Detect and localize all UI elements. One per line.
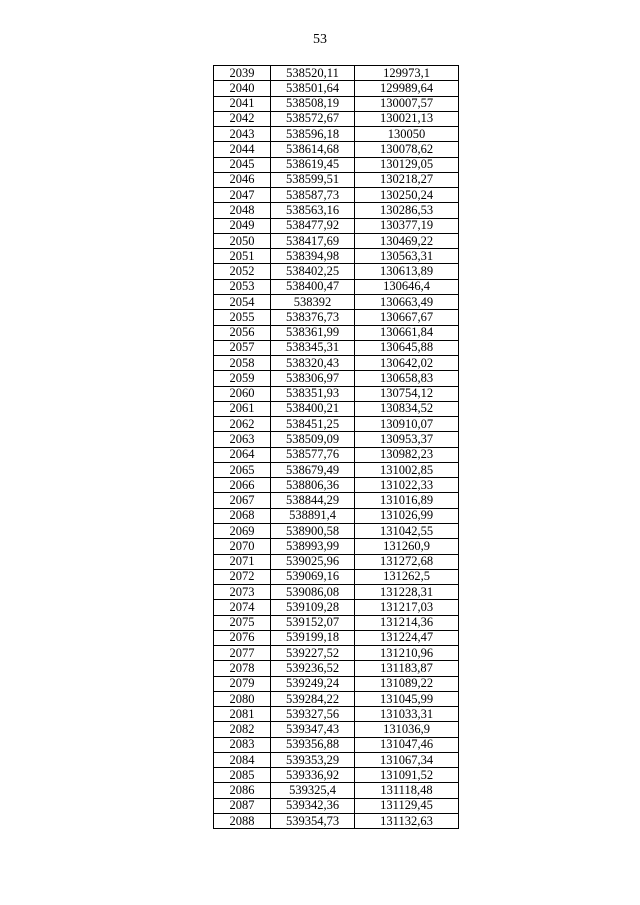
x-coordinate-cell: 538501,64 [271,81,355,96]
point-number-cell: 2039 [214,66,271,81]
y-coordinate-cell: 131026,99 [355,508,459,523]
table-row [214,615,459,630]
table-row [214,737,459,752]
point-number-cell: 2069 [214,523,271,538]
x-coordinate-cell: 539342,36 [271,798,355,813]
point-number-cell: 2080 [214,691,271,706]
table-row [214,310,459,325]
y-coordinate-cell: 130658,83 [355,371,459,386]
point-number-cell: 2054 [214,294,271,309]
x-coordinate-cell: 538320,43 [271,356,355,371]
point-number-cell: 2061 [214,401,271,416]
point-number-cell: 2052 [214,264,271,279]
point-number-cell: 2060 [214,386,271,401]
x-coordinate-cell: 539353,29 [271,752,355,767]
y-coordinate-cell: 129989,64 [355,81,459,96]
x-coordinate-cell: 538520,11 [271,66,355,81]
point-number-cell: 2073 [214,585,271,600]
x-coordinate-cell: 538619,45 [271,157,355,172]
x-coordinate-cell: 538596,18 [271,127,355,142]
table-row [214,157,459,172]
table-row [214,66,459,81]
x-coordinate-cell: 538477,92 [271,218,355,233]
y-coordinate-cell: 131228,31 [355,585,459,600]
x-coordinate-cell: 538402,25 [271,264,355,279]
y-coordinate-cell: 130218,27 [355,172,459,187]
table-row [214,111,459,126]
table-row [214,188,459,203]
point-number-cell: 2048 [214,203,271,218]
y-coordinate-cell: 130645,88 [355,340,459,355]
table-row [214,81,459,96]
point-number-cell: 2059 [214,371,271,386]
y-coordinate-cell: 130982,23 [355,447,459,462]
point-number-cell: 2074 [214,600,271,615]
point-number-cell: 2068 [214,508,271,523]
y-coordinate-cell: 131272,68 [355,554,459,569]
table-row [214,417,459,432]
point-number-cell: 2071 [214,554,271,569]
table-row [214,356,459,371]
table-row [214,371,459,386]
point-number-cell: 2065 [214,462,271,477]
point-number-cell: 2049 [214,218,271,233]
table-row [214,707,459,722]
point-number-cell: 2078 [214,661,271,676]
point-number-cell: 2085 [214,768,271,783]
x-coordinate-cell: 539199,18 [271,630,355,645]
x-coordinate-cell: 538361,99 [271,325,355,340]
x-coordinate-cell: 539236,52 [271,661,355,676]
point-number-cell: 2042 [214,111,271,126]
table-row [214,554,459,569]
y-coordinate-cell: 131214,36 [355,615,459,630]
y-coordinate-cell: 131042,55 [355,523,459,538]
x-coordinate-cell: 538400,21 [271,401,355,416]
table-row [214,814,459,829]
y-coordinate-cell: 131210,96 [355,646,459,661]
x-coordinate-cell: 538679,49 [271,462,355,477]
y-coordinate-cell: 130663,49 [355,294,459,309]
x-coordinate-cell: 538417,69 [271,233,355,248]
x-coordinate-cell: 538993,99 [271,539,355,554]
y-coordinate-cell: 131047,46 [355,737,459,752]
x-coordinate-cell: 538806,36 [271,478,355,493]
y-coordinate-cell: 129973,1 [355,66,459,81]
table-row [214,493,459,508]
point-number-cell: 2088 [214,814,271,829]
point-number-cell: 2082 [214,722,271,737]
point-number-cell: 2044 [214,142,271,157]
table-row [214,783,459,798]
table-row [214,539,459,554]
point-number-cell: 2043 [214,127,271,142]
table-row [214,798,459,813]
y-coordinate-cell: 130910,07 [355,417,459,432]
y-coordinate-cell: 131118,48 [355,783,459,798]
y-coordinate-cell: 130129,05 [355,157,459,172]
point-number-cell: 2070 [214,539,271,554]
y-coordinate-cell: 131217,03 [355,600,459,615]
table-row [214,203,459,218]
table-row [214,691,459,706]
x-coordinate-cell: 538451,25 [271,417,355,432]
table-row [214,249,459,264]
x-coordinate-cell: 538900,58 [271,523,355,538]
point-number-cell: 2072 [214,569,271,584]
x-coordinate-cell: 538376,73 [271,310,355,325]
x-coordinate-cell: 538392 [271,294,355,309]
point-number-cell: 2058 [214,356,271,371]
y-coordinate-cell: 130050 [355,127,459,142]
point-number-cell: 2084 [214,752,271,767]
table-row [214,447,459,462]
table-row [214,462,459,477]
x-coordinate-cell: 539086,08 [271,585,355,600]
table-row [214,294,459,309]
x-coordinate-cell: 539152,07 [271,615,355,630]
y-coordinate-cell: 130286,53 [355,203,459,218]
y-coordinate-cell: 131067,34 [355,752,459,767]
x-coordinate-cell: 539356,88 [271,737,355,752]
y-coordinate-cell: 130646,4 [355,279,459,294]
table-row [214,401,459,416]
table-row [214,325,459,340]
table-row [214,127,459,142]
point-number-cell: 2081 [214,707,271,722]
table-row [214,96,459,111]
y-coordinate-cell: 131132,63 [355,814,459,829]
x-coordinate-cell: 538394,98 [271,249,355,264]
table-row [214,386,459,401]
x-coordinate-cell: 539354,73 [271,814,355,829]
x-coordinate-cell: 538587,73 [271,188,355,203]
x-coordinate-cell: 538563,16 [271,203,355,218]
y-coordinate-cell: 131129,45 [355,798,459,813]
y-coordinate-cell: 131260,9 [355,539,459,554]
table-row [214,768,459,783]
table-row [214,478,459,493]
point-number-cell: 2055 [214,310,271,325]
x-coordinate-cell: 538345,31 [271,340,355,355]
y-coordinate-cell: 131033,31 [355,707,459,722]
y-coordinate-cell: 130563,31 [355,249,459,264]
point-number-cell: 2086 [214,783,271,798]
x-coordinate-cell: 538891,4 [271,508,355,523]
y-coordinate-cell: 130613,89 [355,264,459,279]
table-row [214,569,459,584]
y-coordinate-cell: 130667,67 [355,310,459,325]
x-coordinate-cell: 539249,24 [271,676,355,691]
y-coordinate-cell: 131016,89 [355,493,459,508]
point-number-cell: 2083 [214,737,271,752]
x-coordinate-cell: 538572,67 [271,111,355,126]
x-coordinate-cell: 538351,93 [271,386,355,401]
table-row [214,279,459,294]
x-coordinate-cell: 539327,56 [271,707,355,722]
table-row [214,630,459,645]
x-coordinate-cell: 539025,96 [271,554,355,569]
x-coordinate-cell: 539109,28 [271,600,355,615]
point-number-cell: 2045 [214,157,271,172]
table-row [214,218,459,233]
y-coordinate-cell: 131183,87 [355,661,459,676]
x-coordinate-cell: 539284,22 [271,691,355,706]
x-coordinate-cell: 539336,92 [271,768,355,783]
point-number-cell: 2076 [214,630,271,645]
coordinates-table [213,65,459,829]
table-row [214,508,459,523]
y-coordinate-cell: 130377,19 [355,218,459,233]
x-coordinate-cell: 538306,97 [271,371,355,386]
y-coordinate-cell: 131036,9 [355,722,459,737]
y-coordinate-cell: 130469,22 [355,233,459,248]
y-coordinate-cell: 131002,85 [355,462,459,477]
y-coordinate-cell: 130661,84 [355,325,459,340]
point-number-cell: 2046 [214,172,271,187]
point-number-cell: 2063 [214,432,271,447]
point-number-cell: 2041 [214,96,271,111]
table-row [214,722,459,737]
coordinates-table-body [214,66,459,829]
x-coordinate-cell: 538844,29 [271,493,355,508]
y-coordinate-cell: 130078,62 [355,142,459,157]
y-coordinate-cell: 131224,47 [355,630,459,645]
y-coordinate-cell: 130953,37 [355,432,459,447]
x-coordinate-cell: 539227,52 [271,646,355,661]
y-coordinate-cell: 131091,52 [355,768,459,783]
table-row [214,752,459,767]
point-number-cell: 2087 [214,798,271,813]
table-row [214,340,459,355]
table-row [214,585,459,600]
y-coordinate-cell: 130250,24 [355,188,459,203]
table-row [214,142,459,157]
x-coordinate-cell: 538508,19 [271,96,355,111]
point-number-cell: 2057 [214,340,271,355]
x-coordinate-cell: 538509,09 [271,432,355,447]
point-number-cell: 2056 [214,325,271,340]
table-row [214,172,459,187]
point-number-cell: 2051 [214,249,271,264]
y-coordinate-cell: 131262,5 [355,569,459,584]
table-row [214,600,459,615]
point-number-cell: 2047 [214,188,271,203]
x-coordinate-cell: 538400,47 [271,279,355,294]
table-row [214,523,459,538]
y-coordinate-cell: 131089,22 [355,676,459,691]
point-number-cell: 2077 [214,646,271,661]
x-coordinate-cell: 539069,16 [271,569,355,584]
point-number-cell: 2075 [214,615,271,630]
x-coordinate-cell: 538599,51 [271,172,355,187]
point-number-cell: 2066 [214,478,271,493]
y-coordinate-cell: 130754,12 [355,386,459,401]
y-coordinate-cell: 130642,02 [355,356,459,371]
point-number-cell: 2067 [214,493,271,508]
point-number-cell: 2064 [214,447,271,462]
point-number-cell: 2053 [214,279,271,294]
y-coordinate-cell: 130007,57 [355,96,459,111]
table-row [214,646,459,661]
page-number: 53 [313,32,327,47]
table-row [214,264,459,279]
point-number-cell: 2062 [214,417,271,432]
y-coordinate-cell: 130021,13 [355,111,459,126]
point-number-cell: 2079 [214,676,271,691]
x-coordinate-cell: 539325,4 [271,783,355,798]
x-coordinate-cell: 539347,43 [271,722,355,737]
point-number-cell: 2050 [214,233,271,248]
x-coordinate-cell: 538577,76 [271,447,355,462]
table-row [214,432,459,447]
x-coordinate-cell: 538614,68 [271,142,355,157]
y-coordinate-cell: 131045,99 [355,691,459,706]
table-row [214,233,459,248]
point-number-cell: 2040 [214,81,271,96]
table-row [214,676,459,691]
table-row [214,661,459,676]
y-coordinate-cell: 130834,52 [355,401,459,416]
y-coordinate-cell: 131022,33 [355,478,459,493]
